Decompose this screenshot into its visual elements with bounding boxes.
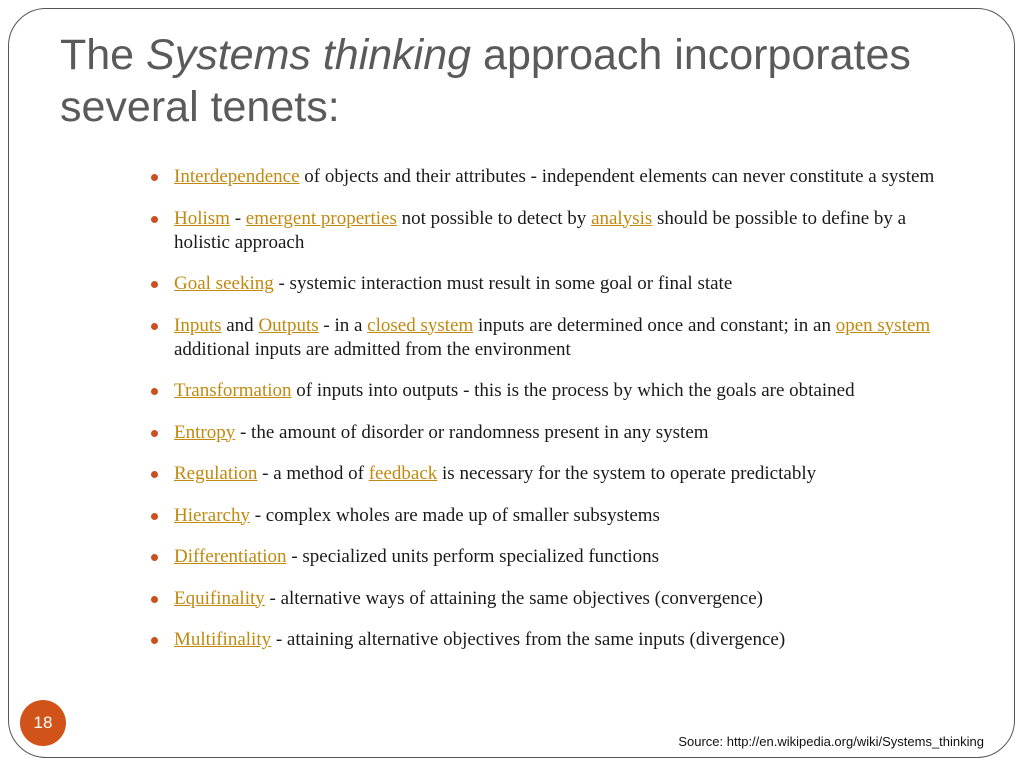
link-outputs[interactable]: Outputs — [258, 314, 319, 336]
bullet-text: - a method of — [257, 463, 369, 484]
link-multifinality[interactable]: Multifinality — [174, 629, 272, 650]
bullet-icon — [151, 323, 158, 330]
bullet-text: - specialized units perform specialized functions — [286, 546, 660, 567]
bullet-text: and — [221, 314, 259, 336]
bullet-icon — [151, 596, 158, 603]
bullet-text: - attaining alternative objectives from the same inputs (divergence) — [271, 629, 786, 650]
link-transformation[interactable]: Transformation — [174, 380, 292, 401]
bullet-icon — [151, 430, 158, 437]
bullet-text: is necessary for the system to operate predictably — [437, 463, 817, 484]
list-item — [148, 421, 958, 445]
link-emergent-properties[interactable]: emergent properties — [245, 207, 397, 229]
link-open-system[interactable]: open system — [835, 314, 931, 336]
bullet-text: should be possible to define by a holistic approach — [174, 207, 907, 253]
list-item — [148, 165, 958, 189]
source-citation: Source: http://en.wikipedia.org/wiki/Systems_thinking — [678, 734, 984, 749]
bullet-text: - alternative ways of attaining the same objectives (convergence) — [264, 587, 763, 609]
link-differentiation[interactable]: Differentiation — [174, 546, 287, 567]
bullet-text: - in a — [318, 314, 368, 336]
bullet-text: - systemic interaction must result in some goal or final state — [273, 273, 733, 294]
link-hierarchy[interactable]: Hierarchy — [174, 504, 250, 526]
bullet-icon — [151, 174, 158, 181]
bullet-icon — [151, 471, 158, 478]
link-inputs[interactable]: Inputs — [174, 314, 222, 336]
title-suffix: approach incorporates several tenets: — [60, 31, 911, 131]
list-item — [148, 207, 958, 255]
slide-title — [60, 30, 960, 133]
link-closed-system[interactable]: closed system — [367, 314, 474, 336]
bullet-icon — [151, 216, 158, 223]
tenets-list — [148, 165, 958, 670]
bullet-icon — [151, 637, 158, 644]
list-item — [148, 379, 958, 403]
bullet-text: inputs are determined once and constant; in an — [473, 314, 836, 336]
bullet-text: of inputs into outputs - this is the process by which the goals are obtained — [291, 380, 855, 401]
title-emphasis: Systems thinking — [146, 31, 472, 79]
link-entropy[interactable]: Entropy — [174, 421, 236, 443]
list-item — [148, 545, 958, 569]
link-interdependence[interactable]: Interdependence — [174, 166, 300, 187]
list-item — [148, 272, 958, 296]
list-item — [148, 314, 958, 362]
list-item — [148, 504, 958, 528]
page-number-badge: 18 — [20, 700, 66, 746]
link-equifinality[interactable]: Equifinality — [174, 587, 265, 609]
link-goal-seeking[interactable]: Goal seeking — [174, 273, 274, 294]
bullet-text: additional inputs are admitted from the environment — [174, 338, 571, 360]
link-holism[interactable]: Holism — [174, 207, 230, 229]
link-regulation[interactable]: Regulation — [174, 463, 258, 484]
bullet-text: of objects and their attributes - independent elements can never constitute a system — [299, 166, 935, 187]
bullet-text: not possible to detect by — [396, 207, 592, 229]
bullet-text: - complex wholes are made up of smaller subsystems — [249, 504, 660, 526]
bullet-text: - — [229, 207, 246, 229]
title-prefix: The — [60, 31, 147, 79]
bullet-icon — [151, 281, 158, 288]
link-feedback[interactable]: feedback — [368, 463, 438, 484]
bullet-icon — [151, 554, 158, 561]
list-item — [148, 462, 958, 486]
bullet-icon — [151, 513, 158, 520]
bullet-text: - the amount of disorder or randomness present in any system — [235, 421, 709, 443]
list-item — [148, 628, 958, 652]
list-item — [148, 587, 958, 611]
bullet-icon — [151, 388, 158, 395]
link-analysis[interactable]: analysis — [591, 207, 653, 229]
